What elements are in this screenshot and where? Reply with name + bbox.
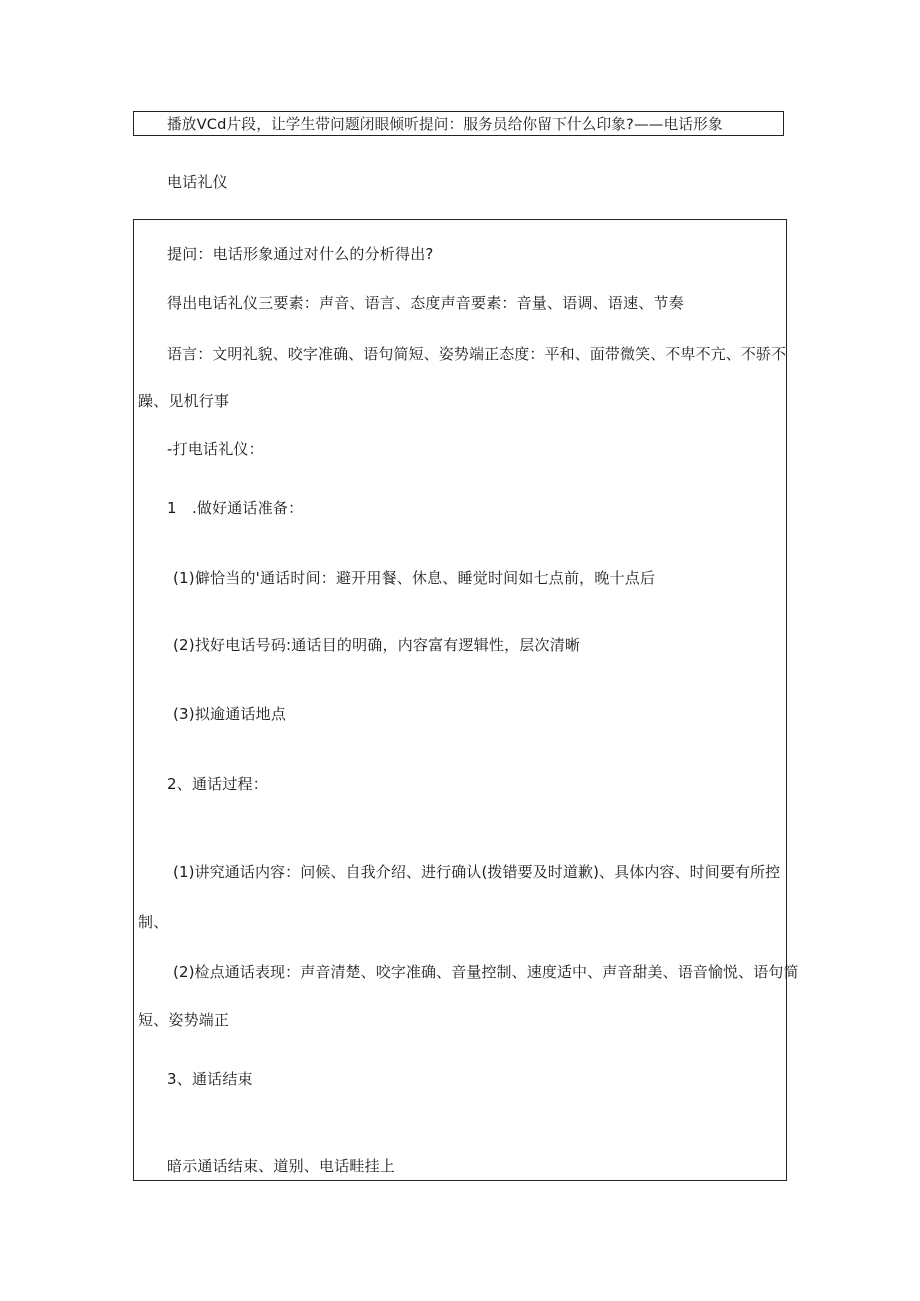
body-line-language-attitude: 语言：文明礼貌、咬字准确、语句简短、姿势端正态度：平和、面带微笑、不卑不亢、不骄不 <box>167 345 787 363</box>
body-line-three-elements: 得出电话礼仪三要素：声音、语言、态度声音要素：音量、语调、语速、节奏 <box>167 294 684 312</box>
body-line-step-1-3: (3)拟逾通话地点 <box>173 705 287 723</box>
section-title: 电话礼仪 <box>167 173 228 191</box>
body-line-making-call-heading: -打电话礼仪： <box>167 440 264 458</box>
body-line-step-2-2: (2)检点通话表现：声音清楚、咬字准确、音量控制、速度适中、声音甜美、语音愉悦、语句简 <box>173 963 799 981</box>
body-line-step-1-1: (1)僻恰当的'通话时间：避开用餐、休息、睡觉时间如七点前，晚十点后 <box>173 569 656 587</box>
body-line-step-3: 3、通话结束 <box>167 1070 253 1088</box>
body-line-step-2-1: (1)讲究通话内容：问候、自我介绍、进行确认(拨错要及时道歉)、具体内容、时间要有所控 <box>173 863 781 881</box>
body-line-step-1-2: (2)找好电话号码:通话目的明确，内容富有逻辑性，层次清晰 <box>173 636 581 654</box>
body-line-step-1: 1 .做好通话准备： <box>167 499 304 517</box>
body-line-language-attitude-cont: 躁、见机行事 <box>138 392 230 410</box>
body-line-step-2-2-cont: 短、姿势端正 <box>138 1011 230 1029</box>
body-line-step-2-1-cont: 制、 <box>138 913 169 931</box>
body-line-question: 提问：电话形象通过对什么的分析得出? <box>167 245 434 263</box>
activity-description: 播放VCd片段，让学生带问题闭眼倾听提问：服务员给你留下什么印象?——电话形象 <box>167 116 723 133</box>
body-line-step-3-detail: 暗示通话结束、道别、电话畦挂上 <box>167 1157 396 1175</box>
body-line-step-2: 2、通话过程： <box>167 775 268 793</box>
